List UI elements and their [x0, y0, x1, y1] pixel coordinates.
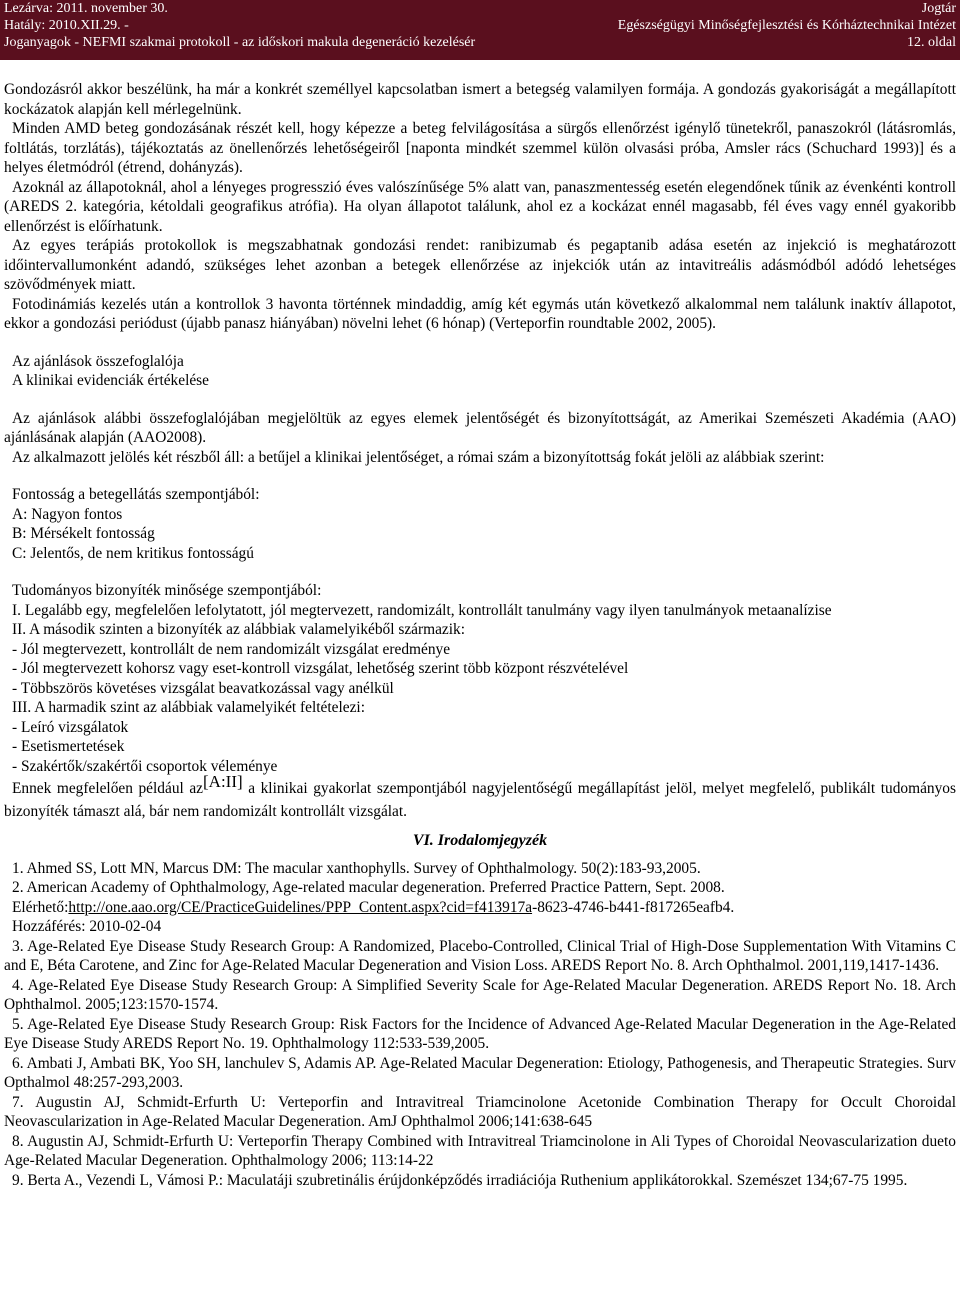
importance-title: Fontosság a betegellátás szempontjából:: [12, 486, 260, 503]
evidence-level-2a: - Jól megtervezett, kontrollált de nem randomizált vizsgálat eredménye: [12, 640, 451, 658]
reference-2-link[interactable]: http://one.aao.org/CE/PracticeGuidelines/PPP_Content.aspx?cid=f413917a: [68, 898, 533, 916]
header-row-3: [0, 34, 960, 51]
importance-a: A: Nagyon fontos: [12, 505, 123, 523]
reference-5: 5. Age-Related Eye Disease Study Research Group: Risk Factors for the Incidence of Advanced Age-Related Macular Degeneration in the Age-Related Eye Disease Study AREDS Report No. 19. Ophthalmology 112:533-539,2005.: [4, 1015, 956, 1052]
paragraph-care-definition: Gondozásról akkor beszélünk, ha már a konkrét személlyel kapcsolatban ismert a betegség valamilyen formája. A gondozás gyakoriságát a megállapított kockázatok alapján kell mérlegelnünk.: [4, 81, 956, 118]
paragraph-annual-control: Azoknál az állapotoknál, ahol a lényeges progresszió éves valószínűsége 5% alatt van, panaszmentesség esetén elegendőnek tűnik az évenkénti kontroll (AREDS 2. kategória, kétoldali geografikus atrófia). Ha olyan állapotot találunk, ahol ez a kockázat ennél magasabb, fél éves vagy ennél gyakoribb ellenőrzést is előírhatunk.: [4, 178, 956, 235]
evidence-level-3b: - Esetismertetések: [12, 738, 125, 755]
document-path: Joganyagok - NEFMI szakmai protokoll - az időskori makula degeneráció kezelésér: [4, 35, 476, 50]
importance-b: B: Mérsékelt fontosság: [12, 525, 155, 542]
evidence-level-3c: - Szakértők/szakértői csoportok véleménye: [12, 757, 278, 775]
institute-name: Egészségügyi Minőségfejlesztési és Kórháztechnikai Intézet: [617, 18, 956, 33]
references-title: VI. Irodalomjegyzék: [412, 832, 548, 849]
example-grade-tag: [A:II]: [203, 772, 243, 791]
evidence-level-3a: - Leíró vizsgálatok: [12, 718, 129, 736]
example-text-end: a klinikai gyakorlat szempontjából nagyjelentőségű megállapítást jelöl, melyet megfelelő, publikált tudományos bizonyíték támaszt alá, bár nem randomizált kontrollált vizsgálat.: [4, 780, 956, 820]
header-row-1: [0, 0, 960, 17]
reference-7: 7. Augustin AJ, Schmidt-Erfurth U: Verteporfin and Intravitreal Triamcinolone Acetonide Combination Therapy for Occult Choroidal Neovascularization in Age-Related Macular Degeneration. AmJ Ophthalmol 2006;141:638-645: [4, 1093, 956, 1130]
paragraph-aao-basis: Az ajánlások alábbi összefoglalójában megjelöltük az egyes elemek jelentőségét és bizonyítottságát, az Amerikai Szemészeti Akadémia (AAO) ajánlásának alapján (AAO2008).: [4, 409, 956, 446]
reference-3: 3. Age-Related Eye Disease Study Research Group: A Randomized, Placebo-Controlled, Clinical Trial of High-Dose Supplementation With Vitamins C and E, Béta Carotene, and Zinc for Age-Related Macular Degeneration and Vision Loss. AREDS Report No. 8. Arch Ophthalmol. 2001,119,1417-1436.: [4, 937, 956, 974]
reference-2-access-date: Hozzáférés: 2010-02-04: [12, 918, 162, 935]
heading-recommendations-summary: Az ajánlások összefoglalója: [12, 352, 184, 370]
reference-8: 8. Augustin AJ, Schmidt-Erfurth U: Verteporfin Therapy Combined with Intravitreal Triamcinolone in Ali Types of Choroidal Neovascularization dueto Age-Related Macular Degeneration. Ophthalmology 2006; 113:14-22: [4, 1132, 956, 1169]
availability-label: Elérhető:: [12, 898, 69, 916]
document-header: [0, 0, 960, 60]
importance-c: C: Jelentős, de nem kritikus fontosságú: [12, 544, 254, 562]
heading-clinical-evidence: A klinikai evidenciák értékelése: [12, 372, 210, 389]
reference-2-availability: [4, 898, 956, 918]
reference-4: 4. Age-Related Eye Disease Study Research Group: A Simplified Severity Scale for Age-Related Macular Degeneration. AREDS Report No. 18. Arch Ophthalmol. 2005;123:1570-1574.: [4, 976, 956, 1013]
paragraph-notation: Az alkalmazott jelölés két részből áll: a betűjel a klinikai jelentőséget, a római szám a bizonyítottság fokát jelöli az alábbiak szerint:: [12, 448, 825, 466]
reference-2-link-tail: -8623-4746-b441-f817265eafb4.: [532, 898, 735, 916]
paragraph-photodynamic: Fotodinámiás kezelés után a kontrollok 3 havonta történnek mindaddig, amíg két egymás után következő alkalommal nem találunk inaktív állapotot, ekkor a gondozási periódust (újabb panasz hiányában) növelni lehet (6 hónap) (Verteporfin roundtable 2002, 2005).: [4, 295, 956, 332]
paragraph-example-grading: [4, 772, 956, 823]
evidence-level-2: II. A második szinten a bizonyíték az alábbiak valamelyikéből származik:: [12, 621, 466, 638]
evidence-level-1: I. Legalább egy, megfelelően lefolytatott, jól megtervezett, randomizált, kontrollált tanulmány vagy ilyen tanulmányok metaanalízise: [12, 601, 832, 619]
reference-6: 6. Ambati J, Ambati BK, Yoo SH, lanchulev S, Adamis AP. Age-Related Macular Degeneration: Etiology, Pathogenesis, and Therapeutic Strategies. Surv Opthalmol 48:257-293,2003.: [4, 1054, 956, 1091]
reference-9: 9. Berta A., Vezendi L, Vámosi P.: Maculatáji szubretinális érújdonképződés irradiációja Ruthenium applikátorokkal. Szemészet 134;67-75 1995.: [12, 1171, 908, 1189]
evidence-level-2c: - Többszörös követéses vizsgálat beavatkozással vagy anélkül: [12, 679, 394, 697]
paragraph-patient-education: Minden AMD beteg gondozásának részét kell, hogy képezze a beteg felvilágosítása a sürgős ellenőrzést igénylő tünetekről, panaszokról (látásromlás, foltlátás, torzlátás), tájékoztatás az önellenőrzés lehetőségeiről [naponta mindkét szemmel külön olvasási próba, Amsler rács (Schuchard 1993)] és a helyes életmódról (étrend, dohányzás).: [4, 120, 956, 176]
effective-date: Hatály: 2010.XII.29. -: [4, 18, 129, 33]
publisher-name: Jogtár: [921, 1, 956, 16]
evidence-level-2b: - Jól megtervezett kohorsz vagy eset-kontroll vizsgálat, lehetőség szerint több központ részvételével: [12, 660, 629, 677]
closing-date: Lezárva: 2011. november 30.: [4, 1, 168, 16]
reference-1: 1. Ahmed SS, Lott MN, Marcus DM: The macular xanthophylls. Survey of Ophthalmology. 50(2):183-93,2005.: [12, 859, 701, 877]
paragraph-therapy-protocols: Az egyes terápiás protokollok is megszabhatnak gondozási rendet: ranibizumab és pegaptanib adása esetén az injekció is meghatározott időintervallumonként adandó, szükséges lehet azonban a betegek ellenőrzése az injekciók után az intavitreális adásmódból adódó lehetséges szövődmények miatt.: [4, 237, 956, 293]
reference-2: 2. American Academy of Ophthalmology, Age-related macular degeneration. Preferred Practice Pattern, Sept. 2008.: [12, 879, 725, 896]
document-body: [4, 80, 956, 1190]
evidence-level-3: III. A harmadik szint az alábbiak valamelyikét feltételezi:: [12, 699, 365, 716]
header-row-2: [0, 17, 960, 34]
example-text-start: Ennek megfelelően például az: [12, 780, 204, 797]
page-number: 12. oldal: [907, 35, 956, 50]
evidence-title: Tudományos bizonyíték minősége szempontjából:: [12, 582, 322, 599]
